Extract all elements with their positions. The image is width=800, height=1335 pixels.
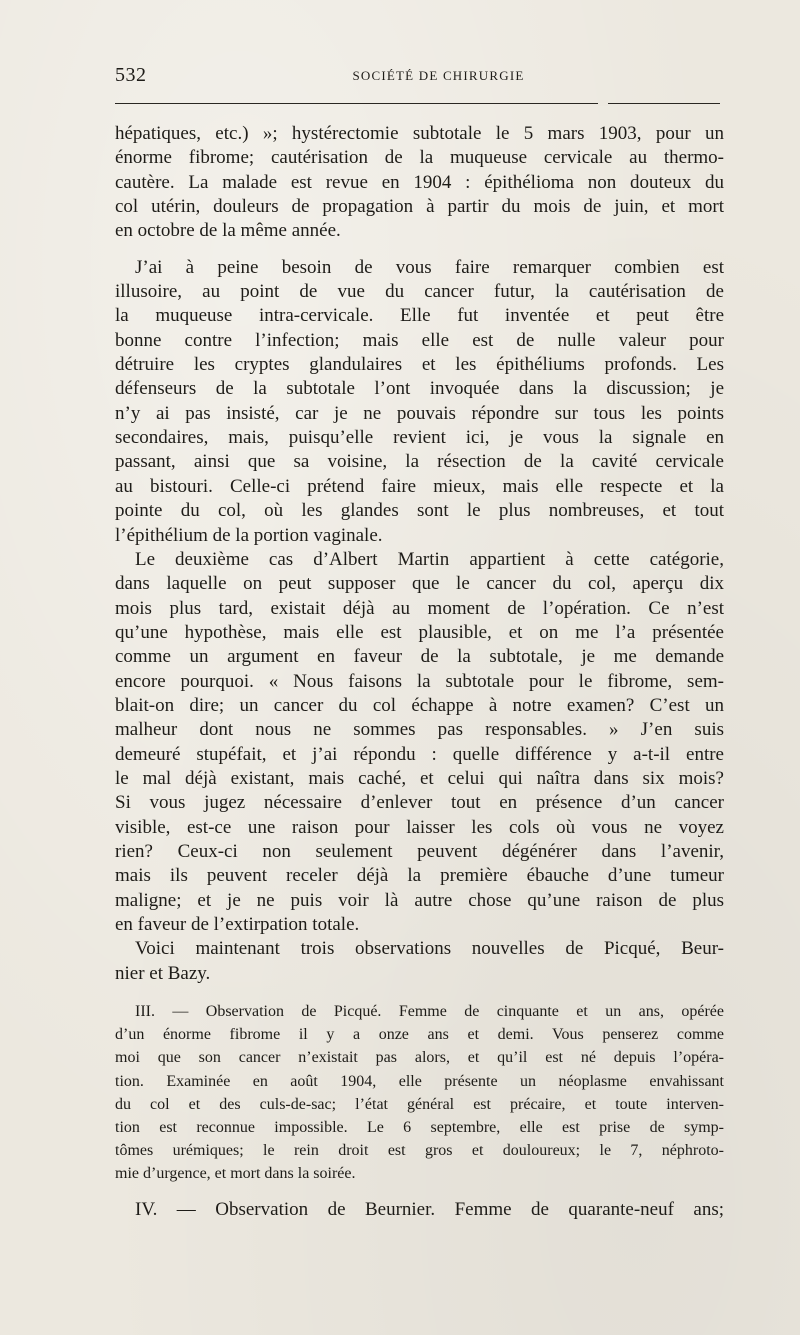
text-line: Le deuxième cas d’Albert Martin appartient à cette catégorie, [135, 548, 724, 570]
paragraph-gap [115, 244, 724, 256]
paragraph-gap [115, 986, 724, 1000]
text-line: l’épithélium de la portion vaginale. [115, 524, 383, 546]
text-line: J’ai à peine besoin de vous faire remarquer combien est [135, 256, 724, 278]
text-line: bonne contre l’infection; mais elle est de nulle valeur pour [115, 329, 724, 351]
text-line: maligne; et je ne puis voir là autre chose qu’une raison de plus [115, 889, 724, 911]
text-line: passant, ainsi que sa voisine, la résection de la cavité cervicale [115, 451, 724, 473]
text-line: IV. — Observation de Beurnier. Femme de quarante-neuf ans; [135, 1198, 724, 1220]
paragraph [115, 122, 724, 244]
paragraph [115, 548, 724, 938]
text-line: détruire les cryptes glandulaires et les épithéliums profonds. Les [115, 354, 724, 376]
observation [115, 1198, 724, 1222]
text-line: en octobre de la même année. [115, 220, 341, 242]
text-line: le mal déjà existant, mais caché, et celui qui naîtra dans six mois? [115, 767, 724, 789]
observation [115, 1000, 724, 1186]
text-line: visible, est-ce une raison pour laisser les cols où vous ne voyez [115, 816, 724, 838]
text-line: III. — Observation de Picqué. Femme de cinquante et un ans, opérée [135, 1003, 724, 1021]
text-line: défenseurs de la subtotale l’ont invoquée dans la discussion; je [115, 378, 724, 400]
text-line: hépatiques, etc.) »; hystérectomie subtotale le 5 mars 1903, pour un [115, 123, 724, 144]
text-line: mois plus tard, existait déjà au moment de l’opération. Ce n’est [115, 597, 724, 619]
page-header [115, 64, 722, 90]
text-line: illusoire, au point de vue du cancer futur, la cautérisation de [115, 281, 724, 303]
body-text [115, 122, 724, 1222]
header-rule [115, 103, 720, 104]
paragraph [115, 256, 724, 548]
page-number: 532 [115, 64, 147, 86]
text-line: la muqueuse intra-cervicale. Elle fut inventée et peut être [115, 305, 724, 327]
text-line: qu’une hypothèse, mais elle est plausible, et on me l’a présentée [115, 621, 724, 643]
text-line: dans laquelle on peut supposer que le cancer du col, aperçu dix [115, 573, 724, 595]
paragraph [115, 937, 724, 986]
text-line: d’un énorme fibrome il y a onze ans et demi. Vous penserez comme [115, 1026, 724, 1044]
text-line: en faveur de l’extirpation totale. [115, 914, 360, 935]
text-line: mais ils peuvent receler déjà la première ébauche d’une tumeur [115, 865, 724, 887]
text-line: blait-on dire; un cancer du col échappe à notre examen? C’est un [115, 694, 724, 716]
text-line: comme un argument en faveur de la subtotale, je me demande [115, 646, 724, 668]
text-line: demeuré stupéfait, et j’ai répondu : quelle différence y a-t-il entre [115, 743, 724, 765]
text-line: Voici maintenant trois observations nouvelles de Picqué, Beur- [135, 938, 724, 960]
text-line: col utérin, douleurs de propagation à partir du mois de juin, et mort [115, 196, 724, 218]
text-line: tômes urémiques; le rein droit est gros et douloureux; le 7, néphroto- [115, 1142, 724, 1160]
text-line: Si vous jugez nécessaire d’enlever tout en présence d’un cancer [115, 792, 724, 814]
text-line: nier et Bazy. [115, 962, 211, 984]
paragraph-gap [115, 1186, 724, 1198]
running-title: SOCIÉTÉ DE CHIRURGIE [352, 68, 525, 83]
text-line: cautère. La malade est revue en 1904 : épithélioma non douteux du [115, 171, 724, 193]
text-line: tion est reconnue impossible. Le 6 septembre, elle est prise de symp- [115, 1118, 724, 1136]
text-line: au bistouri. Celle-ci prétend faire mieux, mais elle respecte et la [115, 475, 724, 497]
text-line: du col et des culs-de-sac; l’état général est précaire, et toute interven- [115, 1095, 724, 1113]
text-line: rien? Ceux-ci non seulement peuvent dégénérer dans l’avenir, [115, 840, 724, 862]
text-line: secondaires, mais, puisqu’elle revient ici, je vous la signale en [115, 427, 724, 449]
text-line: mie d’urgence, et mort dans la soirée. [115, 1165, 356, 1183]
text-line: énorme fibrome; cautérisation de la muqueuse cervicale au thermo- [115, 147, 724, 169]
text-line: tion. Examinée en août 1904, elle présente un néoplasme envahissant [115, 1072, 724, 1090]
text-line: moi que son cancer n’existait pas alors, et qu’il est né depuis l’opéra- [115, 1049, 724, 1067]
text-line: malheur dont nous ne sommes pas responsables. » J’en suis [115, 719, 724, 741]
text-line: encore pourquoi. « Nous faisons la subtotale pour le fibrome, sem- [115, 670, 724, 692]
header-rule-gap [598, 100, 608, 106]
text-line: pointe du col, où les glandes sont le plus nombreuses, et tout [115, 500, 724, 522]
text-line: n’y ai pas insisté, car je ne pouvais répondre sur tous les points [115, 402, 724, 424]
